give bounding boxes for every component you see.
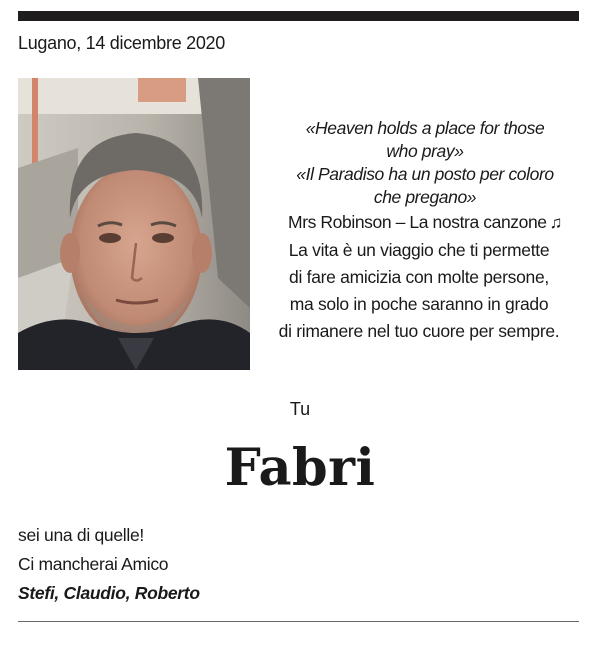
intro-word: Tu: [289, 399, 311, 419]
closing-line-2: Ci mancherai Amico: [18, 554, 169, 574]
song-credit: Mrs Robinson – La nostra canzone: [288, 212, 547, 232]
deceased-name: Fabri: [224, 438, 376, 498]
verse-line-3: ma solo in poche saranno in grado: [289, 294, 549, 314]
quote-block: [266, 117, 584, 234]
verse-line-1: La vita è un viaggio che ti permette: [288, 240, 550, 260]
portrait-photo: [18, 78, 250, 370]
signers: Stefi, Claudio, Roberto: [18, 583, 200, 603]
verse-line-2: di fare amicizia con molte persone,: [289, 267, 549, 287]
song-credit-line: [266, 211, 584, 234]
quote-italian-line-1: «Il Paradiso ha un posto per coloro: [296, 164, 554, 184]
verse-line-4: di rimanere nel tuo cuore per sempre.: [278, 321, 560, 341]
verse-block: [260, 237, 578, 345]
quote-italian-line-2: che pregano»: [373, 187, 477, 207]
closing-line-1: sei una di quelle!: [18, 525, 144, 545]
quote-english-line-1: «Heaven holds a place for those: [305, 118, 545, 138]
bottom-rule: [18, 621, 579, 622]
top-rule: [18, 11, 579, 21]
music-note-icon: ♫: [549, 213, 562, 232]
closing-block: [18, 521, 200, 608]
date-line: Lugano, 14 dicembre 2020: [18, 33, 225, 53]
quote-english-line-2: who pray»: [386, 141, 464, 161]
